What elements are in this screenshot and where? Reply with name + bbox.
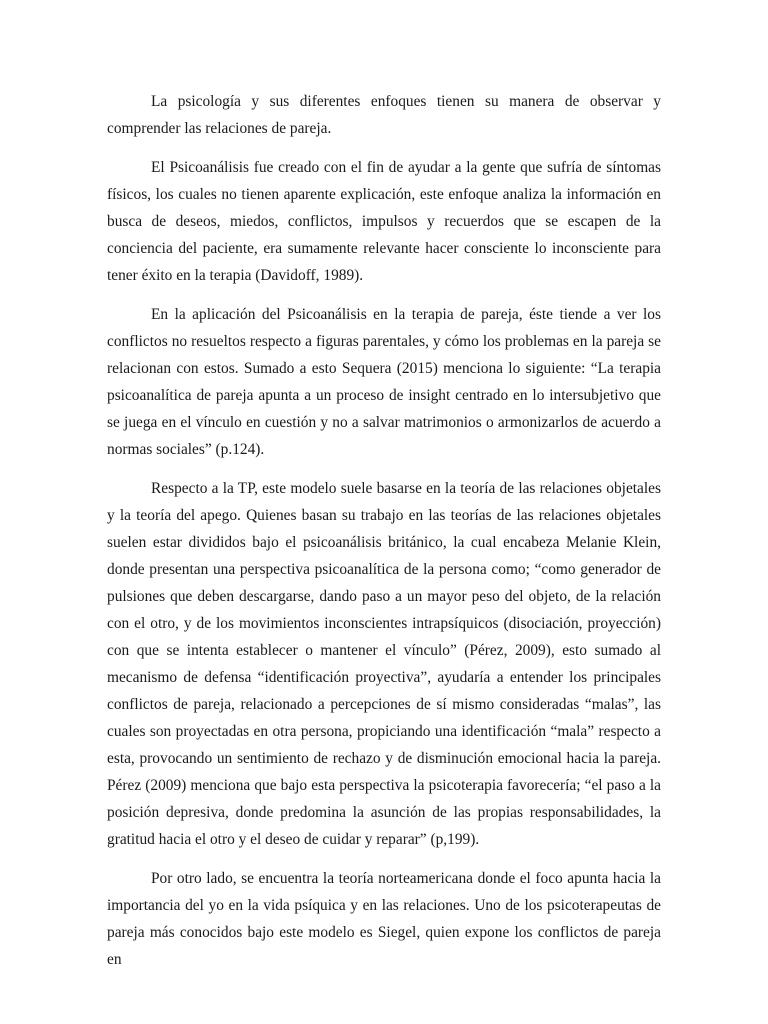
document-body bbox=[107, 88, 661, 985]
paragraph-3: En la aplicación del Psicoanálisis en la terapia de pareja, éste tiende a ver los conflictos no resueltos respecto a figuras parentales, y cómo los problemas en la pareja se relacionan con estos. Sumado a esto Sequera (2015) menciona lo siguiente: “La terapia psicoanalítica de pareja apunta a un proceso de insight centrado en lo intersubjetivo que se juega en el vínculo en cuestión y no a salvar matrimonios o armonizarlos de acuerdo a normas sociales” (p.124). bbox=[107, 306, 661, 458]
paragraph-5: Por otro lado, se encuentra la teoría norteamericana donde el foco apunta hacia la importancia del yo en la vida psíquica y en las relaciones. Uno de los psicoterapeutas de pareja más conocidos bajo este modelo es Siegel, quien expone los conflictos de pareja en bbox=[107, 870, 661, 968]
paragraph-4: Respecto a la TP, este modelo suele basarse en la teoría de las relaciones objetales y la teoría del apego. Quienes basan su trabajo en las teorías de las relaciones objetales suelen estar divididos bajo el psicoanálisis británico, la cual encabeza Melanie Klein, donde presentan una perspectiva psicoanalítica de la persona como; “como generador de pulsiones que deben descargarse, dando paso a un mayor peso del objeto, de la relación con el otro, y de los movimientos inconscientes intrapsíquicos (disociación, proyección) con que se intenta establecer o mantener el vínculo” (Pérez, 2009), esto sumado al mecanismo de defensa “identificación proyectiva”, ayudaría a entender los principales conflictos de pareja, relacionado a percepciones de sí mismo consideradas “malas”, las cuales son proyectadas en otra persona, propiciando una identificación “mala” respecto a esta, provocando un sentimiento de rechazo y de disminución emocional hacia la pareja. Pérez (2009) menciona que bajo esta perspectiva la psicoterapia favorecería; “el paso a la posición depresiva, donde predomina la asunción de las propias responsabilidades, la gratitud hacia el otro y el deseo de cuidar y reparar” (p,199). bbox=[107, 480, 661, 848]
paragraph-1: La psicología y sus diferentes enfoques tienen su manera de observar y comprender las relaciones de pareja. bbox=[107, 93, 661, 137]
paragraph-2: El Psicoanálisis fue creado con el fin de ayudar a la gente que sufría de síntomas físicos, los cuales no tienen aparente explicación, este enfoque analiza la información en busca de deseos, miedos, conflictos, impulsos y recuerdos que se escapen de la conciencia del paciente, era sumamente relevante hacer consciente lo inconsciente para tener éxito en la terapia (Davidoff, 1989). bbox=[107, 159, 661, 284]
